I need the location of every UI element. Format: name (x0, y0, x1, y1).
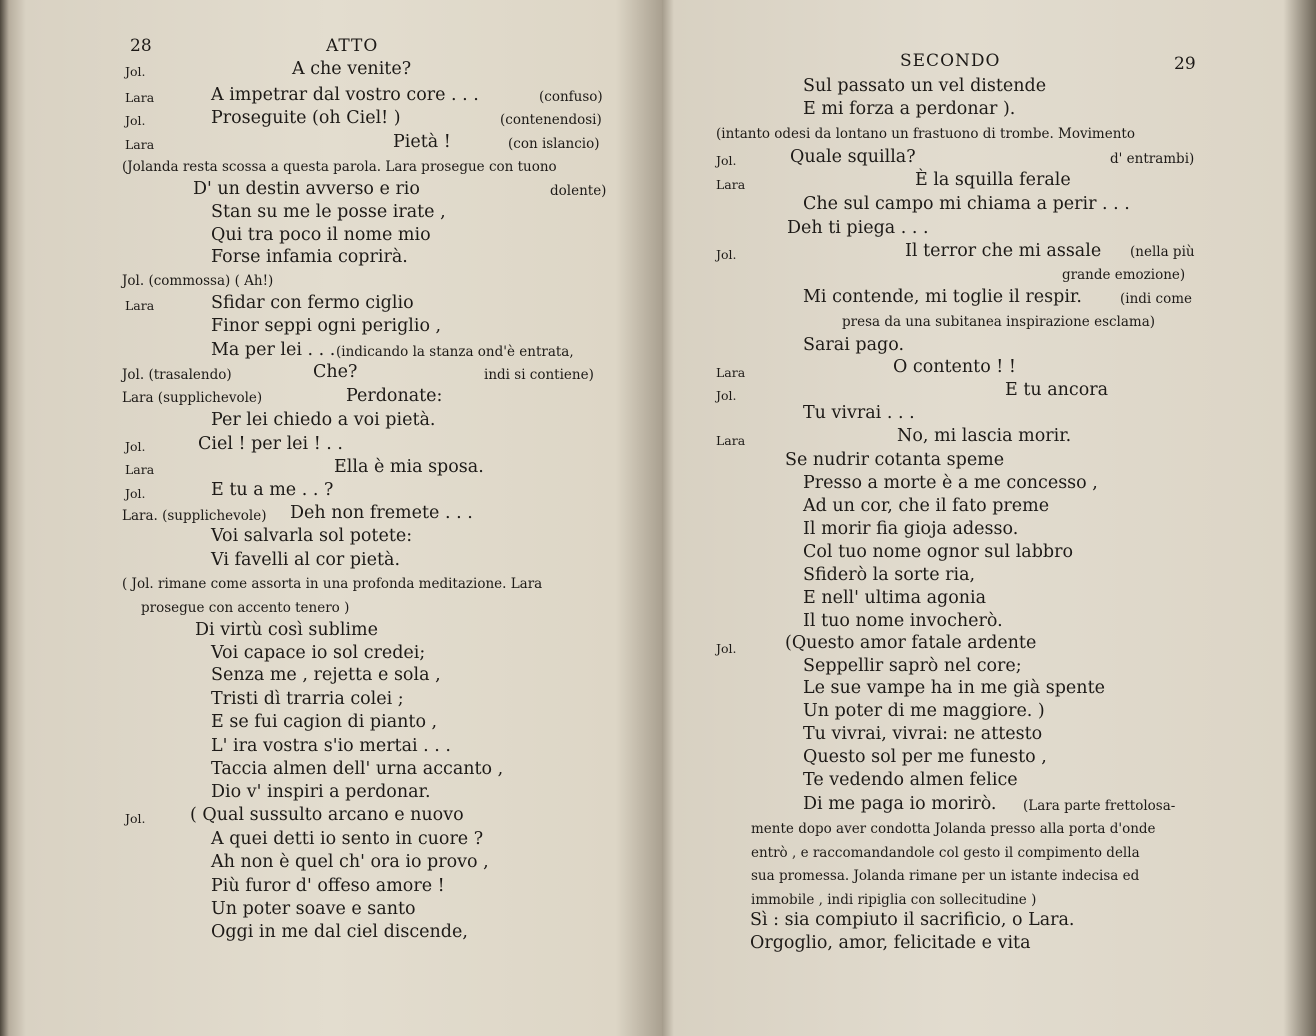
verse-line: Deh ti piega . . . (787, 218, 929, 238)
verse-line: ( Qual sussulto arcano e nuovo (190, 805, 464, 825)
verse-line: Mi contende, mi toglie il respir. (803, 287, 1082, 307)
verse-line: Sfiderò la sorte ria, (803, 565, 976, 585)
verse-line: Tu vivrai . . . (803, 403, 915, 423)
verse-line: Dio v' inspiri a perdonar. (211, 782, 431, 802)
speaker-label: Jol. (125, 64, 146, 79)
right-page (662, 0, 1316, 1036)
verse-line: Forse infamia coprirà. (211, 247, 408, 267)
stage-direction: Lara (supplichevole) (122, 390, 263, 406)
verse-line: Sfidar con fermo ciglio (211, 293, 414, 313)
speaker-label: Lara (125, 462, 155, 477)
verse-line: Che? (313, 362, 358, 382)
verse-line: Ad un cor, che il fato preme (803, 496, 1050, 516)
stage-direction: (indi come (1120, 291, 1193, 307)
stage-direction: immobile , indi ripiglia con sollecitudine ) (751, 892, 1037, 908)
speaker-label: Lara (125, 90, 155, 105)
speaker-label: Lara (125, 137, 155, 152)
verse-line: E se fui cagion di pianto , (211, 712, 438, 732)
stage-direction: mente dopo aver condotta Jolanda presso alla porta d'onde (751, 821, 1156, 837)
verse-line: (Questo amor fatale ardente (785, 633, 1037, 653)
verse-line: Questo sol per me funesto , (803, 747, 1047, 767)
verse-line: Senza me , rejetta e sola , (211, 665, 441, 685)
stage-direction: entrò , e raccomandandole col gesto il compimento della (751, 845, 1140, 861)
verse-line: Ciel ! per lei ! . . (198, 434, 343, 454)
verse-line: E tu a me . . ? (211, 480, 334, 500)
verse-line: Pietà ! (393, 132, 451, 152)
verse-line: O contento ! ! (893, 357, 1016, 377)
stage-direction: sua promessa. Jolanda rimane per un istante indecisa ed (751, 868, 1140, 884)
verse-line: È la squilla ferale (915, 170, 1071, 190)
verse-line: Voi salvarla sol potete: (211, 526, 413, 546)
speaker-label: Jol. (716, 641, 737, 656)
verse-line: Presso a morte è a me concesso , (803, 473, 1098, 493)
speaker-label: Jol. (716, 247, 737, 262)
verse-line: Un poter di me maggiore. ) (803, 701, 1045, 721)
verse-line: Il terror che mi assale (905, 241, 1102, 261)
verse-line: No, mi lascia morir. (897, 426, 1072, 446)
page-number-right: 29 (1174, 54, 1196, 74)
verse-line: D' un destin avverso e rio (193, 179, 420, 199)
stage-direction: d' entrambi) (1110, 151, 1195, 167)
speaker-label: Lara (125, 298, 155, 313)
verse-line: Più furor d' offeso amore ! (211, 876, 445, 896)
verse-line: Taccia almen dell' urna accanto , (211, 759, 504, 779)
verse-line: Un poter soave e santo (211, 899, 416, 919)
verse-line: Perdonate: (346, 386, 443, 406)
verse-line: Oggi in me dal ciel discende, (211, 922, 468, 942)
speaker-label: Jol. (125, 811, 146, 826)
stage-direction: (intanto odesi da lontano un frastuono di trombe. Movimento (716, 126, 1135, 142)
verse-line: Che sul campo mi chiama a perir . . . (803, 194, 1130, 214)
stage-direction: ( Jol. rimane come assorta in una profonda meditazione. Lara (122, 576, 543, 592)
verse-line: Proseguite (oh Ciel! ) (211, 108, 401, 128)
verse-line: Stan su me le posse irate , (211, 202, 446, 222)
stage-direction: (indicando la stanza ond'è entrata, (336, 344, 574, 360)
verse-line: Seppellir saprò nel core; (803, 656, 1022, 676)
verse-line: Sarai pago. (803, 335, 905, 355)
speaker-label: Lara (716, 365, 746, 380)
speaker-label: Jol. (716, 153, 737, 168)
speaker-label: Lara (716, 433, 746, 448)
verse-line: A impetrar dal vostro core . . . (211, 85, 479, 105)
verse-line: Orgoglio, amor, felicitade e vita (750, 933, 1031, 953)
verse-line: E nell' ultima agonia (803, 588, 987, 608)
verse-line: Finor seppi ogni periglio , (211, 316, 442, 336)
verse-line: Qui tra poco il nome mio (211, 225, 431, 245)
page-number-left: 28 (130, 36, 152, 56)
stage-direction: (contenendosi) (500, 112, 602, 128)
verse-line: A che venite? (292, 59, 412, 79)
stage-direction: presa da una subitanea inspirazione esclama) (842, 314, 1156, 330)
verse-line: Per lei chiedo a voi pietà. (211, 410, 436, 430)
stage-direction: Lara. (supplichevole) (122, 508, 267, 524)
stage-direction: indi si contiene) (484, 367, 594, 383)
verse-line: Sul passato un vel distende (803, 76, 1047, 96)
verse-line: E tu ancora (1005, 380, 1109, 400)
speaker-label: Jol. (125, 486, 146, 501)
stage-direction: (Lara parte frettolosa- (1023, 798, 1176, 814)
speaker-label: Jol. (125, 439, 146, 454)
verse-line: L' ira vostra s'io mertai . . . (211, 736, 451, 756)
stage-direction: dolente) (550, 183, 607, 199)
verse-line: Quale squilla? (790, 147, 916, 167)
verse-line: Vi favelli al cor pietà. (211, 550, 401, 570)
stage-direction: (con islancio) (508, 136, 600, 152)
stage-direction: Jol. (trasalendo) (122, 367, 232, 383)
stage-direction: (nella più (1130, 244, 1195, 260)
verse-line: Tristi dì trarria colei ; (211, 689, 404, 709)
stage-direction: grande emozione) (1062, 267, 1186, 283)
verse-line: A quei detti io sento in cuore ? (211, 829, 484, 849)
verse-line: Il tuo nome invocherò. (803, 611, 1003, 631)
verse-line: Deh non fremete . . . (290, 503, 473, 523)
speaker-label: Jol. (716, 388, 737, 403)
stage-direction: Jol. (commossa) ( Ah!) (122, 273, 274, 289)
stage-direction: prosegue con accento tenero ) (141, 600, 350, 616)
verse-line: Il morir fia gioja adesso. (803, 519, 1019, 539)
verse-line: Ma per lei . . . (211, 340, 336, 360)
verse-line: Tu vivrai, vivrai: ne attesto (803, 724, 1043, 744)
verse-line: Di virtù così sublime (195, 620, 378, 640)
verse-line: Le sue vampe ha in me già spente (803, 678, 1105, 698)
verse-line: Te vedendo almen felice (803, 770, 1018, 790)
stage-direction: (confuso) (539, 89, 603, 105)
stage-direction: (Jolanda resta scossa a questa parola. Lara prosegue con tuono (122, 159, 557, 175)
verse-line: Di me paga io morirò. (803, 794, 997, 814)
verse-line: Voi capace io sol credei; (211, 643, 426, 663)
verse-line: Ella è mia sposa. (334, 457, 484, 477)
speaker-label: Lara (716, 177, 746, 192)
verse-line: Col tuo nome ognor sul labbro (803, 542, 1074, 562)
speaker-label: Jol. (125, 113, 146, 128)
running-header-left: ATTO (326, 36, 379, 56)
verse-line: Ah non è quel ch' ora io provo , (211, 852, 489, 872)
verse-line: E mi forza a perdonar ). (803, 99, 1016, 119)
verse-line: Sì : sia compiuto il sacrificio, o Lara. (750, 910, 1075, 930)
verse-line: Se nudrir cotanta speme (785, 450, 1005, 470)
running-header-right: SECONDO (900, 51, 1001, 71)
